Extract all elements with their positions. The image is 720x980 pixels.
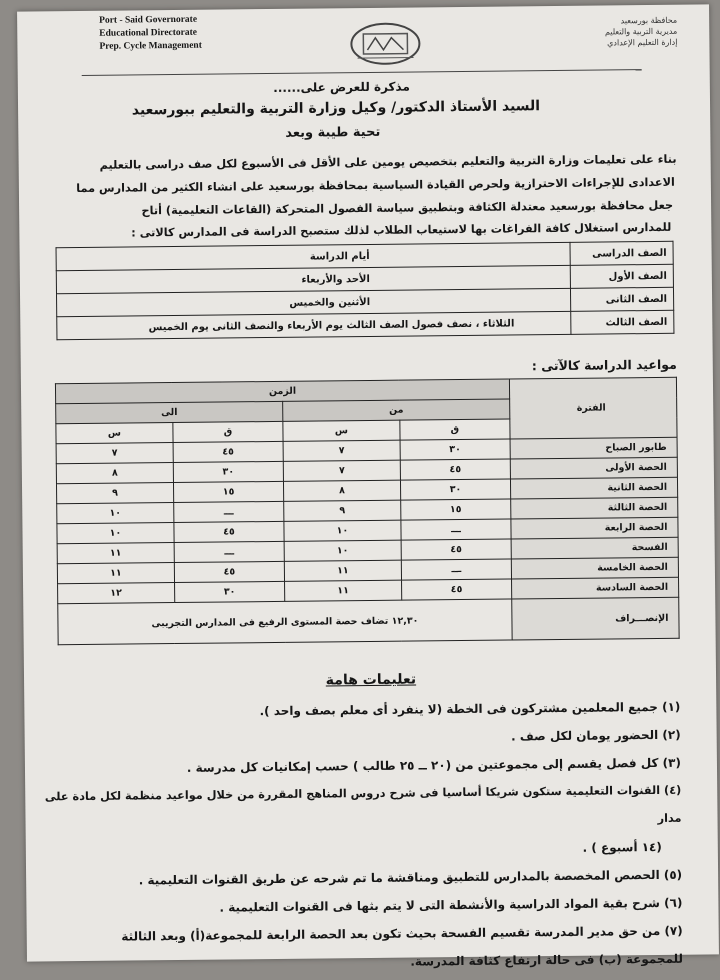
header-line-management-ar: إدارة التعليم الإعدادي bbox=[607, 37, 678, 48]
schedule-cell: ٤٥ bbox=[174, 561, 284, 582]
schedule-cell: ٧ bbox=[56, 443, 173, 464]
schedule-header-minute: ق bbox=[173, 421, 283, 442]
schedule-cell: ١٥ bbox=[173, 481, 283, 502]
schedule-header-hour: س bbox=[283, 420, 400, 441]
schedule-cell: ١٠ bbox=[284, 520, 401, 541]
schedule-cell: ـــ bbox=[401, 519, 511, 540]
days-grade-cell: الصف الثالث bbox=[571, 310, 674, 334]
schedule-period-cell: الفسحة bbox=[511, 537, 678, 559]
memo-body-line: جعل محافظة بورسعيد معتدلة الكثافة وبتطبيق سياسة الفصول المتحركة (القاعات التعليمية) أتاح bbox=[141, 198, 674, 218]
memo-body-line: الاعدادى للإجراءات الاحترازية ولحرص القيادة السياسية بمحافظة بورسعيد على انشاء الكثير من المدارس مما bbox=[76, 175, 675, 196]
memo-body-line: بناء على تعليمات وزارة التربية والتعليم بتخصيص يومين على الأقل فى الأسبوع لكل صف دراسى بالتعليم bbox=[99, 152, 677, 172]
header-divider bbox=[82, 69, 642, 76]
schedule-dismissal-note: ١٢,٣٠ تضاف حصة المستوى الرفيع فى المدارس التجريبى bbox=[58, 599, 512, 645]
schedule-period-cell: الحصة الرابعة bbox=[511, 517, 678, 539]
instruction-item: (٥) الحصص المخصصة بالمدارس للتطبيق ومناقشة ما تم شرحه عن طريق القنوات التعليمية . bbox=[138, 867, 683, 888]
header-line-governorate: Port - Said Governorate bbox=[99, 14, 198, 26]
schedule-table bbox=[55, 377, 680, 645]
days-days-cell: الأثنين والخميس bbox=[57, 288, 571, 316]
header-arabic bbox=[557, 15, 677, 49]
instruction-item: للمجموعة (ب) فى حالة ارتفاع كثافة المدرسة. bbox=[410, 951, 684, 969]
header-line-directorate-ar: مديرية التربية والتعليم bbox=[604, 26, 678, 37]
memo-body-line: للمدارس استغلال كافة الفراغات بها لاستيعاب الطلاب لذلك ستصبح الدراسة فى المدارس كالاتى : bbox=[131, 220, 672, 240]
schedule-cell: ـــ bbox=[174, 541, 284, 562]
schedule-period-cell: طابور الصباح bbox=[510, 437, 677, 459]
table-row bbox=[58, 597, 679, 645]
instruction-item: (٦) شرح بقية المواد الدراسية والأنشطة التى لا يتم بثها فى القنوات التعليمية . bbox=[219, 895, 683, 915]
days-header-grade: الصف الدراسى bbox=[570, 241, 673, 265]
memo-greeting: تحية طيبة وبعد bbox=[285, 124, 381, 141]
memo-page bbox=[17, 4, 719, 969]
schedule-cell: ١٢ bbox=[58, 583, 175, 604]
schedule-cell: ١١ bbox=[57, 563, 174, 584]
schedule-cell: ٨ bbox=[56, 463, 173, 484]
schedule-cell: ١١ bbox=[285, 580, 402, 601]
schedule-period-cell: الحصة السادسة bbox=[512, 577, 679, 599]
schedule-cell: ٨ bbox=[284, 480, 401, 501]
instruction-item: (١٤ أسبوع ) . bbox=[582, 839, 662, 855]
schedule-dismissal-label: الإنصـــراف bbox=[512, 597, 679, 640]
schedule-cell: ١٥ bbox=[401, 499, 511, 520]
schedule-cell: ١١ bbox=[57, 543, 174, 564]
schedule-period-cell: الحصة الأولى bbox=[510, 457, 677, 479]
instructions-title: تعليمات هامة bbox=[325, 671, 417, 689]
header-line-management: Prep. Cycle Management bbox=[99, 40, 202, 52]
schedule-header-from: من bbox=[283, 399, 510, 421]
schedule-header-period: الفترة bbox=[509, 377, 677, 439]
schedule-cell: ٣٠ bbox=[174, 581, 284, 602]
schedule-period-cell: الحصة الثانية bbox=[510, 477, 677, 499]
days-grade-cell: الصف الأول bbox=[570, 264, 673, 288]
schedule-header-hour: س bbox=[56, 423, 173, 444]
instruction-item: (١) جميع المعلمين مشتركون فى الخطة (لا ينفرد أى معلم بصف واحد ). bbox=[259, 699, 681, 719]
schedule-header-to: الى bbox=[56, 401, 283, 423]
schedule-cell: ١٠ bbox=[57, 503, 174, 524]
days-days-cell: الثلاثاء ، نصف فصول الصف الثالث يوم الأربعاء والنصف الثانى يوم الخميس bbox=[57, 311, 571, 339]
schedule-period-cell: الحصة الخامسة bbox=[511, 557, 678, 579]
schedule-cell: ٤٥ bbox=[173, 441, 283, 462]
schedule-cell: ١١ bbox=[284, 560, 401, 581]
schedule-cell: ١٠ bbox=[284, 540, 401, 561]
schedule-cell: ٧ bbox=[283, 440, 400, 461]
header-line-directorate: Educational Directorate bbox=[99, 27, 198, 39]
schedule-cell: ٤٥ bbox=[174, 521, 284, 542]
instruction-item: (٣) كل فصل يقسم إلى مجموعتين من (٢٠ ــ ٢٥ طالب ) حسب إمكانيات كل مدرسة . bbox=[186, 755, 682, 775]
schedule-title: مواعيد الدراسة كالآتى : bbox=[531, 356, 677, 374]
header-english bbox=[99, 13, 259, 54]
schedule-cell: ٣٠ bbox=[173, 461, 283, 482]
days-days-cell: الأحد والأربعاء bbox=[56, 265, 570, 293]
memo-addressee: السيد الأستاذ الدكتور/ وكيل وزارة التربية والتعليم ببورسعيد bbox=[131, 98, 541, 119]
schedule-cell: ٩ bbox=[56, 483, 173, 504]
schedule-cell: ـــ bbox=[174, 501, 284, 522]
instruction-item: (٤) القنوات التعليمية ستكون شريكا أساسيا فى شرح دروس المناهج المقررة من خلال مواعيد منظمة لكل مادة على مدار bbox=[44, 783, 682, 825]
schedule-cell: ٤٥ bbox=[401, 579, 511, 600]
instruction-item: (٧) من حق مدير المدرسة تقسيم الفسحة بحيث تكون بعد الحصة الرابعة للمجموعة(أ) وبعد الثالثة bbox=[121, 923, 683, 944]
schedule-cell: ٤٥ bbox=[400, 459, 510, 480]
schedule-header-minute: ق bbox=[400, 419, 510, 440]
days-grade-cell: الصف الثانى bbox=[570, 287, 673, 311]
governorate-emblem-icon bbox=[347, 19, 423, 68]
schedule-period-cell: الحصة الثالثة bbox=[511, 497, 678, 519]
days-header-days: أيام الدراسة bbox=[56, 242, 570, 270]
schedule-cell: ـــ bbox=[401, 559, 511, 580]
memo-title: مذكرة للعرض على...... bbox=[273, 79, 410, 95]
schedule-cell: ٩ bbox=[284, 500, 401, 521]
schedule-header-time: الزمن bbox=[55, 379, 509, 404]
days-table bbox=[56, 241, 675, 340]
schedule-cell: ٣٠ bbox=[400, 479, 510, 500]
schedule-cell: ١٠ bbox=[57, 523, 174, 544]
schedule-cell: ٣٠ bbox=[400, 439, 510, 460]
instruction-item: (٢) الحضور يومان لكل صف . bbox=[511, 727, 681, 744]
schedule-cell: ٧ bbox=[283, 460, 400, 481]
header-line-governorate-ar: محافظة بورسعيد bbox=[620, 15, 678, 26]
instructions-list bbox=[40, 693, 683, 980]
schedule-cell: ٤٥ bbox=[401, 539, 511, 560]
